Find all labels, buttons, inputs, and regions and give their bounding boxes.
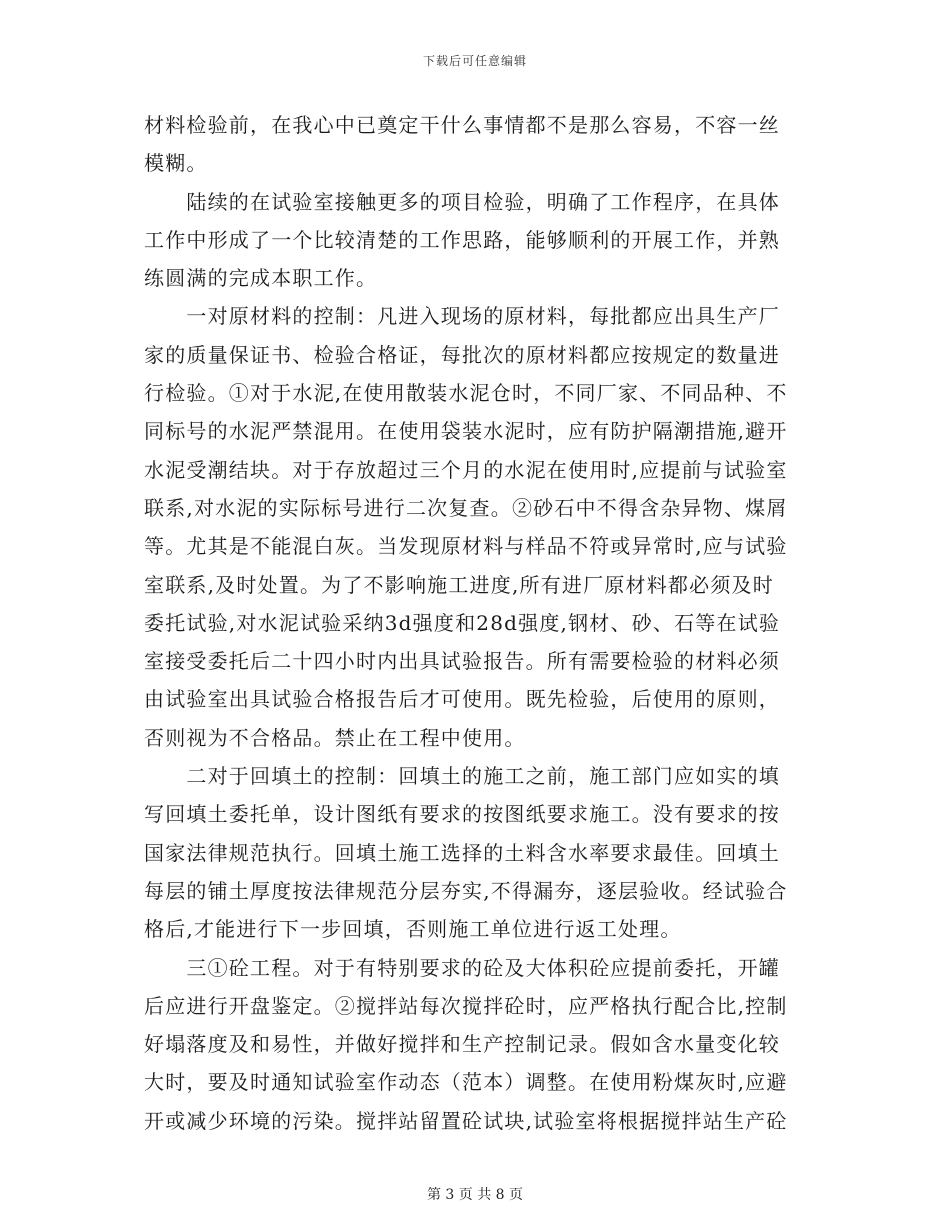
text-line: 二对于回填土的控制：回填土的施工之前，施工部门应如实的填 — [144, 764, 780, 789]
text-line: 陆续的在试验室接触更多的项目检验，明确了工作程序，在具体 — [144, 189, 780, 214]
text-line: 好塌落度及和易性，并做好搅拌和生产控制记录。假如含水量变化较 — [144, 1032, 780, 1057]
text-line: 室联系,及时处置。为了不影响施工进度,所有进厂原材料都必须及时 — [144, 572, 774, 597]
text-line: 由试验室出具试验合格报告后才可使用。既先检验，后使用的原则， — [144, 687, 780, 712]
page-header: 下载后可任意编辑 — [422, 54, 527, 68]
text-line: 格后,才能进行下一步回填，否则施工单位进行返工处理。 — [144, 917, 682, 942]
text-line: 一对原材料的控制：凡进入现场的原材料，每批都应出具生产厂 — [144, 304, 780, 329]
text-line: 同标号的水泥严禁混用。在使用袋装水泥时，应有防护隔潮措施,避开 — [144, 419, 788, 444]
text-line: 等。尤其是不能混白灰。当发现原材料与样品不符或异常时,应与试验 — [144, 534, 788, 559]
text-line: 联系,对水泥的实际标号进行二次复查。②砂石中不得含杂异物、煤屑 — [144, 495, 788, 520]
text-line: 水泥受潮结块。对于存放超过三个月的水泥在使用时,应提前与试验室 — [144, 457, 788, 482]
text-line: 委托试验,对水泥试验采纳3d强度和28d强度,钢材、砂、石等在试验 — [144, 610, 781, 635]
document-body — [144, 106, 812, 1140]
text-line: 开或减少环境的污染。搅拌站留置砼试块,试验室将根据搅拌站生产砼 — [144, 1108, 788, 1133]
page-number: 第 3 页 共 8 页 — [426, 1187, 524, 1203]
text-line: 每层的铺土厚度按法律规范分层夯实,不得漏夯，逐层验收。经试验合 — [144, 878, 788, 903]
text-line: 家的质量保证书、检验合格证，每批次的原材料都应按规定的数量进 — [144, 342, 780, 367]
text-line: 模糊。 — [144, 151, 208, 176]
text-line: 大时，要及时通知试验室作动态（范本）调整。在使用粉煤灰时,应避 — [144, 1070, 788, 1095]
text-line: 写回填土委托单，设计图纸有要求的按图纸要求施工。没有要求的按 — [144, 802, 780, 827]
text-line: 否则视为不合格品。禁止在工程中使用。 — [144, 725, 526, 750]
text-line: 行检验。①对于水泥,在使用散装水泥仓时，不同厂家、不同品种、不 — [144, 381, 788, 406]
text-line: 工作中形成了一个比较清楚的工作思路，能够顺利的开展工作，并熟 — [144, 227, 780, 252]
text-line: 国家法律规范执行。回填土施工选择的土料含水率要求最佳。回填土 — [144, 840, 780, 865]
text-line: 室接受委托后二十四小时内出具试验报告。所有需要检验的材料必须 — [144, 649, 780, 674]
text-line: 练圆满的完成本职工作。 — [144, 266, 378, 291]
text-line: 后应进行开盘鉴定。②搅拌站每次搅拌砼时，应严格执行配合比,控制 — [144, 993, 788, 1018]
text-line: 三①砼工程。对于有特别要求的砼及大体积砼应提前委托，开罐 — [144, 955, 780, 980]
text-line: 材料检验前，在我心中已奠定干什么事情都不是那么容易，不容一丝 — [144, 113, 780, 137]
